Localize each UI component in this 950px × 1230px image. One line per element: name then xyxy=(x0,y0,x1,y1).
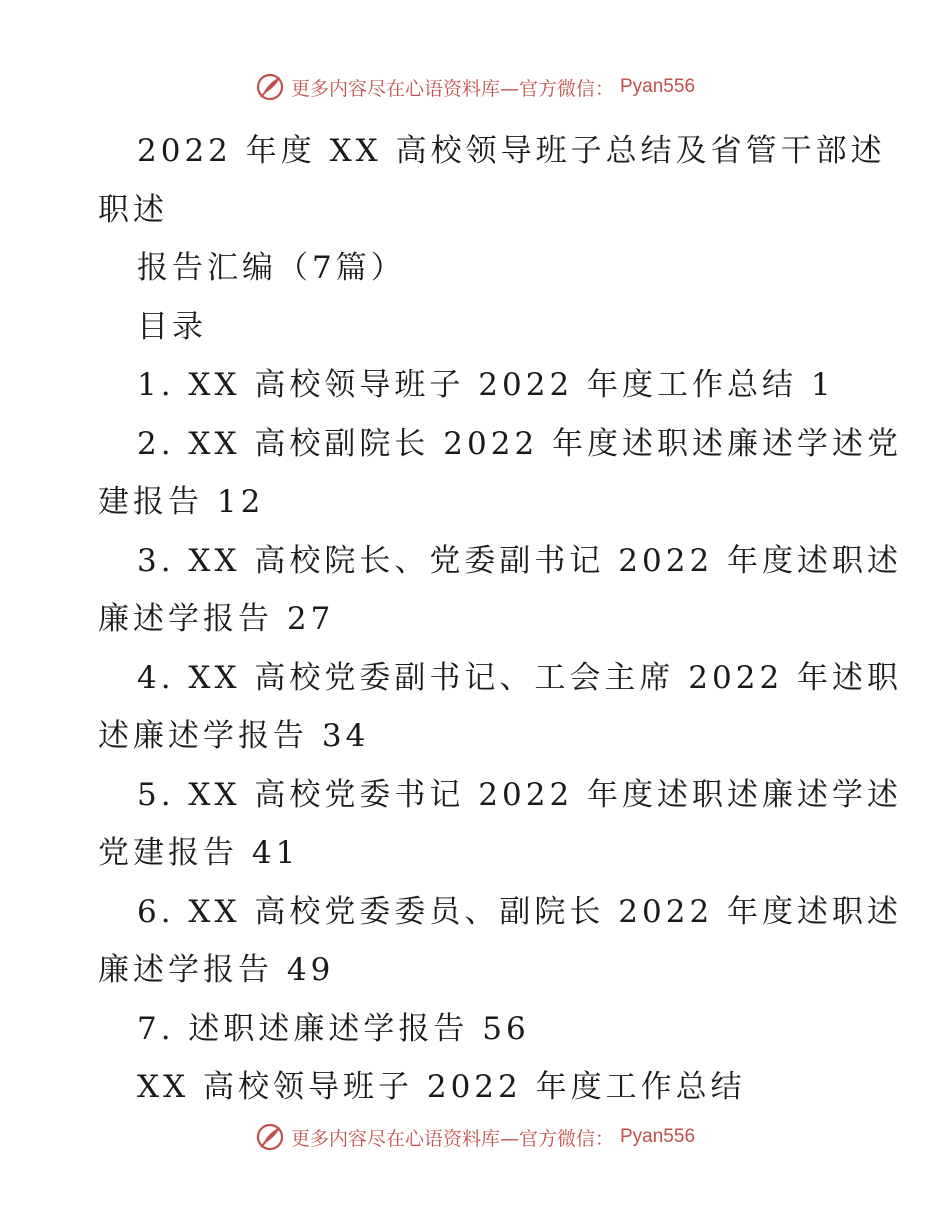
toc-item-2: 2. XX 高校副院长 2022 年度述职述廉述学述党 xyxy=(137,425,903,462)
toc-item-1: 1. XX 高校领导班子 2022 年度工作总结 1 xyxy=(137,367,835,403)
footer-watermark xyxy=(0,1122,950,1152)
toc-item-4: 4. XX 高校党委副书记、工会主席 2022 年述职 xyxy=(137,659,903,696)
feather-pen-icon xyxy=(255,72,285,102)
watermark-text: 更多内容尽在心语资料库—官方微信： xyxy=(290,77,614,100)
header-watermark xyxy=(0,72,950,102)
watermark-text: 更多内容尽在心语资料库—官方微信： xyxy=(290,1127,614,1150)
document-title-line-3: 报告汇编（7篇） xyxy=(137,250,406,286)
document-title-line-1: 2022 年度 XX 高校领导班子总结及省管干部述 xyxy=(137,133,886,169)
toc-item-7: 7. 述职述廉述学报告 56 xyxy=(137,1010,530,1047)
toc-item-2-continued: 建报告 12 xyxy=(98,484,265,520)
toc-item-4-continued: 述廉述学报告 34 xyxy=(98,718,370,754)
toc-item-6: 6. XX 高校党委委员、副院长 2022 年度述职述 xyxy=(137,893,903,930)
watermark-handle: Pyan556 xyxy=(620,76,696,97)
document-body xyxy=(98,122,903,1117)
section-heading: XX 高校领导班子 2022 年度工作总结 xyxy=(137,1069,746,1105)
toc-item-5-continued: 党建报告 41 xyxy=(98,835,300,871)
toc-item-3: 3. XX 高校院长、党委副书记 2022 年度述职述 xyxy=(137,542,903,579)
toc-item-5: 5. XX 高校党委书记 2022 年度述职述廉述学述 xyxy=(137,776,903,813)
feather-pen-icon xyxy=(255,1122,285,1152)
toc-item-3-continued: 廉述学报告 27 xyxy=(98,601,335,637)
watermark-handle: Pyan556 xyxy=(620,1126,696,1147)
toc-item-6-continued: 廉述学报告 49 xyxy=(98,952,335,988)
toc-heading: 目录 xyxy=(137,308,207,345)
document-title-line-2: 职述 xyxy=(98,191,168,228)
